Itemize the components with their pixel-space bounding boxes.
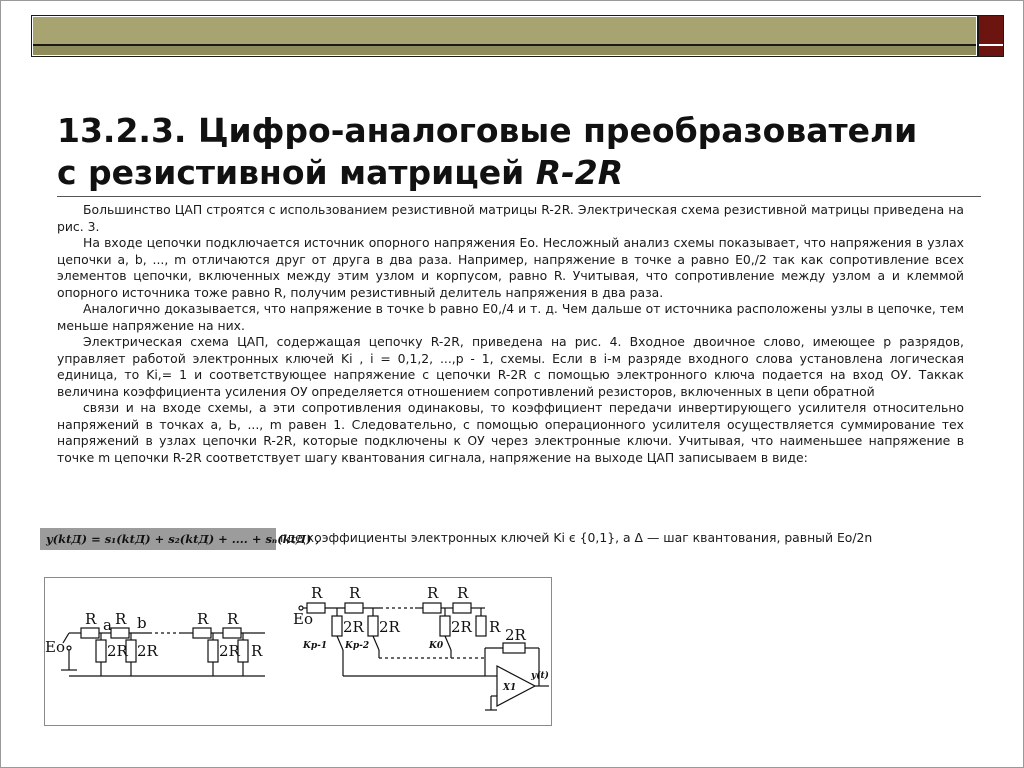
fig4-label-2r-3: 2R: [451, 618, 472, 636]
title-line-1: 13.2.3. Цифро-аналоговые преобразователи: [57, 111, 918, 150]
header-accent-block: [978, 15, 1004, 57]
title-line-2: [57, 152, 997, 194]
fig3-label-node-b: b: [137, 614, 147, 632]
fig4-label-key2: Kp-2: [345, 641, 370, 651]
fig4-label-r-top4: R: [457, 584, 469, 602]
fig3-label-r3: R: [197, 610, 209, 628]
fig4-label-source: Eo: [293, 610, 313, 628]
fig3-label-source: Eo: [45, 638, 65, 656]
fig4-label-opamp: X1: [503, 683, 517, 693]
paragraph: Большинство ЦАП строятся с использованием резистивной матрицы R-2R. Электрическая схема резистивной матрицы приведена на рис. 3.: [57, 202, 964, 234]
fig3-label-2r-2: 2R: [137, 642, 158, 660]
circuit-figure: [44, 577, 552, 726]
fig4-label-2r-2: 2R: [379, 618, 400, 636]
fig3-label-r2: R: [115, 610, 127, 628]
fig3-label-2r-1: 2R: [107, 642, 128, 660]
paragraph: На входе цепочки подключается источник опорного напряжения Eo. Несложный анализ схемы показывает, что напряжения в узлах цепочки a, b, ..., m отличаются друг от друга в два раза. Например, напряжение в точке a равно E0,/2 так как сопротивление всех элементов цепочки, включенных между этим узлом и корпусом, равно R. Учитывая, что сопротивление между узлом a и клеммой опорного источника тоже равно R, получим резистивный делитель напряжения в два раза.: [57, 235, 964, 300]
fig3-label-2r-3: 2R: [219, 642, 240, 660]
title-line-2-italic: R-2R: [535, 153, 624, 192]
fig4-label-key1: Kp-1: [303, 641, 328, 651]
title-rule: [57, 196, 981, 197]
header-band: [33, 17, 976, 44]
formula-image: y(ktД) = s₁(ktД) + s₂(ktД) + .... + sₙ(ktД) ,: [40, 528, 276, 550]
header-accent-cut: [979, 44, 1003, 46]
fig3-label-r4: R: [227, 610, 239, 628]
fig3-label-node-a: a: [103, 616, 112, 634]
fig3-label-r1: R: [85, 610, 97, 628]
header-bar: [31, 15, 978, 57]
fig4-label-r-end: R: [489, 618, 501, 636]
slide-title: [57, 110, 997, 194]
body-text: [57, 202, 964, 466]
paragraph: Электрическая схема ЦАП, содержащая цепочку R-2R, приведена на рис. 4. Входное двоичное слово, имеющее p разрядов, управляет работой электронных ключей Ki , i = 0,1,2, ...,p - 1, схемы. Если в i-м разряде входного слова установлена логическая единица, то Ki,= 1 и соответствующее напряжение с цепочки R-2R с помощью электронного ключа подается на вход ОУ. Таккак величина коэффициента усиления ОУ определяется отношением сопротивлений резисторов, включенных в цепи обратной: [57, 334, 964, 399]
circuit-diagram: [45, 578, 551, 725]
formula-row: [40, 526, 970, 548]
fig3-label-r-end: R: [251, 642, 263, 660]
paragraph: Аналогично доказывается, что напряжение в точке b равно E0,/4 и т. д. Чем дальше от источника расположены узлы в цепочке, тем меньше напряжение на них.: [57, 301, 964, 333]
title-line-2-text: с резистивной матрицей: [57, 153, 536, 192]
fig4-label-key3: K0: [429, 641, 444, 651]
formula-description: где коэффициенты электронных ключей Ki є {0,1}, а Δ — шаг квантования, равный Eo/2n: [280, 530, 873, 545]
fig4-label-r-top1: R: [311, 584, 323, 602]
fig4-label-feedback: 2R: [505, 626, 526, 644]
header-band-lower: [33, 46, 976, 55]
fig4-label-output: y(t): [531, 671, 549, 681]
paragraph: связи и на входе схемы, а эти сопротивления одинаковы, то коэффициент передачи инвертирующего усилителя относительно напряжений в точках a, Ь, ..., m равен 1. Следовательно, с помощью операционного усилителя осуществляется суммирование тех напряжений в узлах цепочки R-2R, которые подключены к ОУ через электронные ключи. Учитывая, что наименьшее напряжение в точке m цепочки R-2R соответствует шагу квантования сигнала, напряжение на выходе ЦАП записываем в виде:: [57, 400, 964, 465]
fig4-label-r-top2: R: [349, 584, 361, 602]
fig4-label-2r-1: 2R: [343, 618, 364, 636]
fig4-label-r-top3: R: [427, 584, 439, 602]
